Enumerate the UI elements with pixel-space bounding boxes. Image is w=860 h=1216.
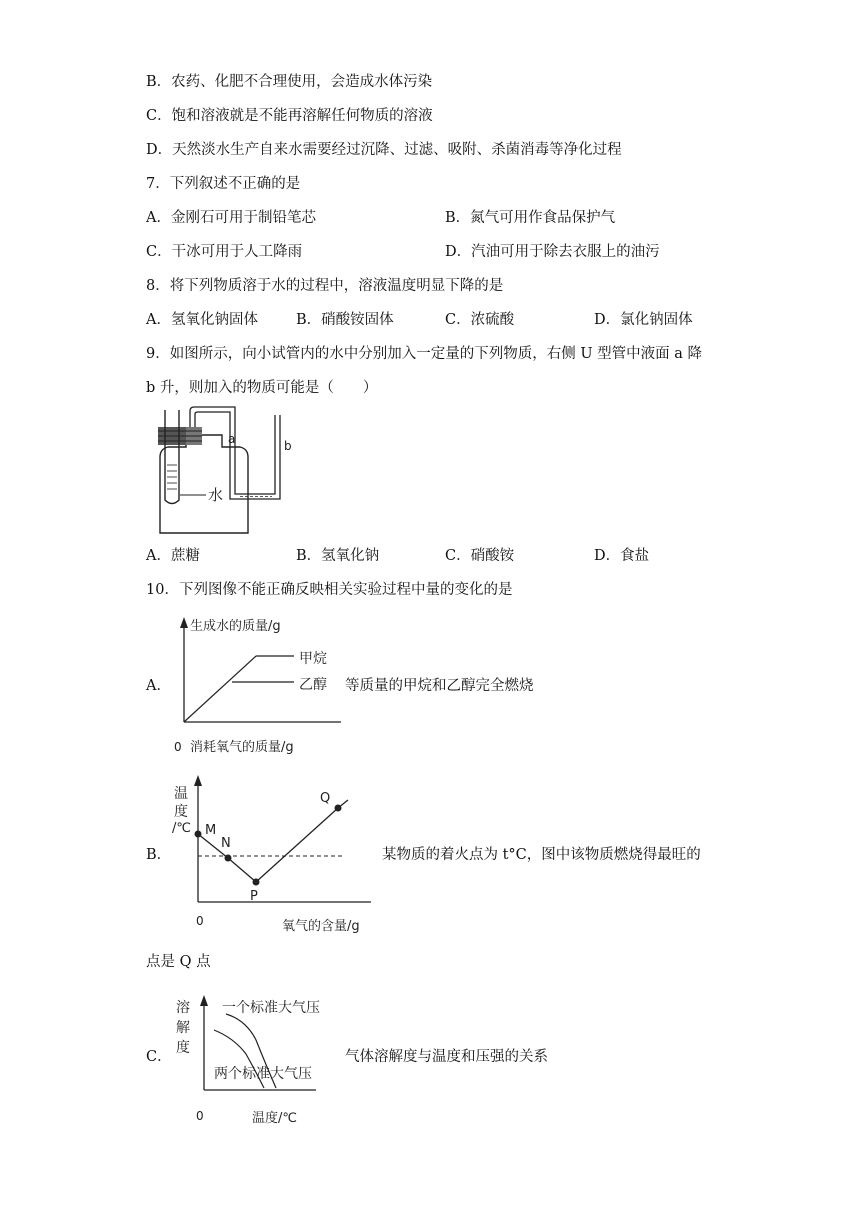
q10-b-caption-cont: 点是 Q 点 [146, 954, 211, 970]
test-tube [165, 410, 179, 504]
q7-option-d: D．汽油可用于除去衣服上的油污 [445, 244, 660, 260]
graph-b-xlabel: 氧气的含量/g [282, 919, 360, 934]
label-q: Q [320, 791, 331, 806]
q10-stem: 10．下列图像不能正确反映相关实验过程中量的变化的是 [146, 582, 513, 598]
q7-stem: 7．下列叙述不正确的是 [146, 176, 301, 192]
graph-b-ylabel-3: /℃ [172, 821, 191, 836]
q6-option-b: B．农药、化肥不合理使用，会造成水体污染 [146, 74, 433, 90]
series-methane-rise [184, 656, 256, 722]
q9-option-b: B．氢氧化钠 [296, 548, 380, 564]
q9-option-a: A．蔗糖 [146, 548, 200, 564]
q9-option-c: C．硝酸铵 [445, 548, 515, 564]
q8-option-b: B．硝酸铵固体 [296, 312, 394, 328]
graph-c-xlabel: 温度/℃ [252, 1111, 297, 1126]
q10-graph-b [166, 770, 376, 936]
graph-a-xlabel: 消耗氧气的质量/g [190, 740, 294, 755]
point-n [225, 855, 232, 862]
q8-option-a: A．氢氧化钠固体 [146, 312, 258, 328]
label-m: M [205, 823, 217, 838]
q9-stem-line1: 9．如图所示，向小试管内的水中分别加入一定量的下列物质，右侧 U 型管中液面 a 降 [146, 346, 703, 362]
q10-graph-a [166, 612, 346, 760]
label-n: N [221, 836, 231, 851]
q9-stem-line2: b 升，则加入的物质可能是（ ） [146, 380, 378, 396]
graph-b-ylabel-1: 温 [174, 786, 188, 802]
q10-c-caption: 气体溶解度与温度和压强的关系 [345, 1049, 548, 1065]
q10-graph-c [166, 990, 346, 1130]
graph-c-curve2-label: 两个标准大气压 [214, 1066, 312, 1082]
graph-b-ylabel-2: 度 [174, 804, 188, 820]
graph-c-ylabel-3: 度 [176, 1040, 190, 1056]
graph-a-series-methane: 甲烷 [299, 651, 327, 667]
q6-option-c: C．饱和溶液就是不能再溶解任何物质的溶液 [146, 108, 433, 124]
q6-option-d: D．天然淡水生产自来水需要经过沉降、过滤、吸附、杀菌消毒等净化过程 [146, 142, 622, 158]
q7-option-c: C．干冰可用于人工降雨 [146, 244, 303, 260]
q9-apparatus-figure [140, 405, 300, 540]
label-water: 水 [208, 486, 224, 504]
graph-a-ylabel: 生成水的质量/g [190, 619, 281, 634]
point-q [335, 805, 342, 812]
point-m [195, 831, 202, 838]
label-p: P [250, 889, 258, 904]
q8-option-d: D．氯化钠固体 [594, 312, 693, 328]
label-a: a [228, 432, 236, 446]
graph-c-ylabel-2: 解 [176, 1020, 190, 1036]
q7-option-a: A．金刚石可用于制铅笔芯 [146, 210, 316, 226]
q9-option-d: D．食盐 [594, 548, 650, 564]
graph-c-ylabel-1: 溶 [176, 1000, 190, 1016]
q10-a-letter: A． [146, 678, 171, 694]
graph-b-origin: 0 [196, 914, 204, 928]
graph-a-origin: 0 [174, 740, 182, 754]
q7-option-b: B．氮气可用作食品保护气 [445, 210, 616, 226]
u-tube [235, 415, 275, 494]
q10-c-letter: C． [146, 1049, 172, 1065]
q8-option-c: C．浓硫酸 [445, 312, 515, 328]
graph-c-origin: 0 [196, 1109, 204, 1123]
graph-a-series-ethanol: 乙醇 [299, 677, 327, 693]
graph-c-curve1-label: 一个标准大气压 [222, 1000, 320, 1016]
label-b: b [284, 439, 292, 453]
point-p [253, 879, 260, 886]
q10-b-letter: B． [146, 847, 172, 863]
q8-stem: 8．将下列物质溶于水的过程中，溶液温度明显下降的是 [146, 278, 504, 294]
q10-b-caption: 某物质的着火点为 t°C，图中该物质燃烧得最旺的 [382, 847, 701, 863]
q10-a-caption: 等质量的甲烷和乙醇完全燃烧 [345, 678, 534, 694]
